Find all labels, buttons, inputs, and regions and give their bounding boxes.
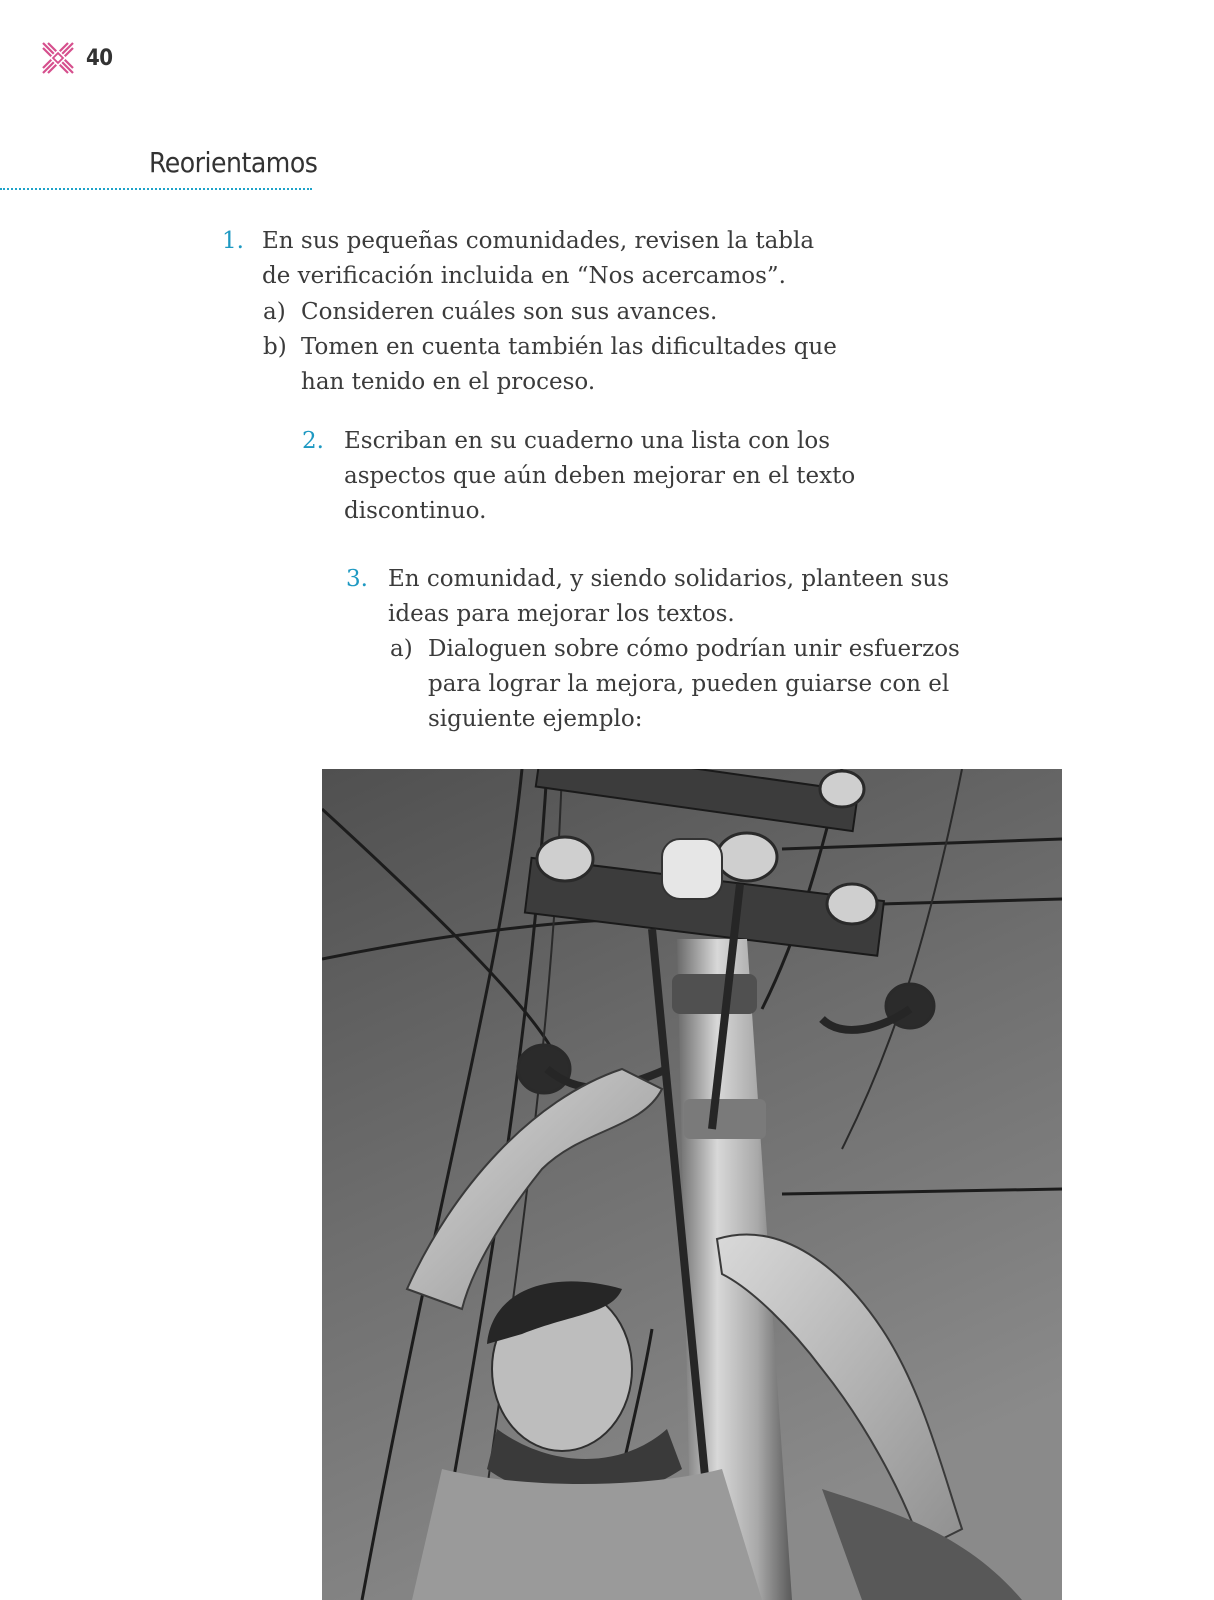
subitem-text [301, 330, 837, 400]
subitem-letter: a) [390, 636, 413, 662]
section-title: Reorientamos [149, 146, 318, 179]
page-header [40, 38, 113, 78]
item-text [262, 224, 814, 294]
subitem-text [428, 632, 960, 737]
subitem-letter: a) [263, 299, 286, 325]
section-divider [0, 188, 312, 190]
text-line: Dialoguen sobre cómo podrían unir esfuerzos [428, 636, 960, 662]
text-line: siguiente ejemplo: [428, 706, 643, 732]
item-text [388, 562, 949, 632]
textile-star-icon [40, 40, 76, 76]
subitem-letter: b) [263, 334, 287, 360]
photo-illustration [322, 769, 1062, 1600]
text-line: ideas para mejorar los textos. [388, 601, 735, 627]
woman-repairing-electric-pole-photo [322, 769, 1062, 1600]
text-line: de verificación incluida en “Nos acercamos”. [262, 263, 786, 289]
text-line: aspectos que aún deben mejorar en el texto [344, 463, 856, 489]
text-line: Tomen en cuenta también las dificultades que [301, 334, 837, 360]
item-number: 1. [222, 228, 244, 254]
text-line: En comunidad, y siendo solidarios, planteen sus [388, 566, 950, 592]
text-line: En sus pequeñas comunidades, revisen la tabla [262, 228, 815, 254]
text-line: para lograr la mejora, pueden guiarse con el [428, 671, 950, 697]
item-text [344, 424, 855, 529]
item-number: 3. [346, 566, 368, 592]
page-number: 40 [86, 45, 113, 71]
text-line: Consideren cuáles son sus avances. [301, 299, 718, 325]
text-line: han tenido en el proceso. [301, 369, 596, 395]
subitem-text [301, 295, 717, 330]
text-line: discontinuo. [344, 498, 487, 524]
text-line: Escriban en su cuaderno una lista con los [344, 428, 831, 454]
item-number: 2. [302, 428, 324, 454]
